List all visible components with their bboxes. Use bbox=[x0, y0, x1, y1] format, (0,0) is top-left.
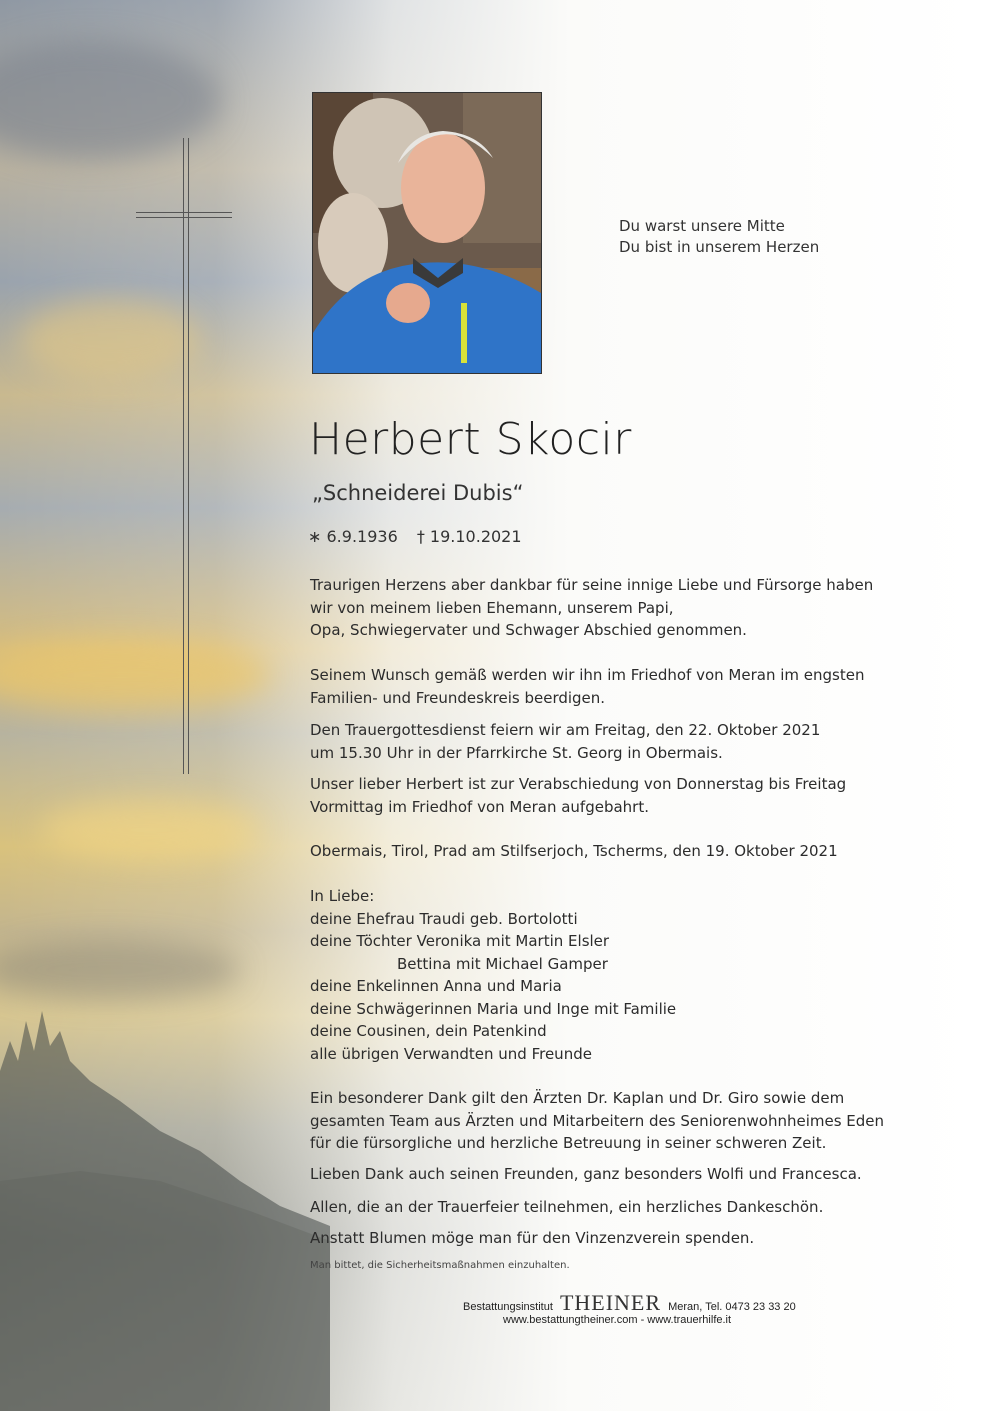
text-line: um 15.30 Uhr in der Pfarrkirche St. Georg in Obermais. bbox=[310, 743, 723, 762]
institute-label: Bestattungsinstitut bbox=[463, 1301, 553, 1313]
text-line: Opa, Schwiegervater und Schwager Abschied genommen. bbox=[310, 621, 747, 639]
deceased-name: Herbert Skocir bbox=[309, 414, 632, 465]
mourner-line: deine Töchter Veronika mit Martin Elsler bbox=[310, 932, 610, 950]
donation-note: Anstatt Blumen möge man für den Vinzenzverein spenden. bbox=[310, 1229, 755, 1247]
memorial-quote bbox=[619, 216, 819, 258]
theiner-logo: THEINER bbox=[559, 1290, 662, 1315]
intro-paragraph bbox=[310, 574, 873, 642]
cross-horizontal-line bbox=[136, 217, 232, 218]
portrait-photo bbox=[312, 92, 542, 374]
viewing-paragraph bbox=[310, 773, 846, 818]
safety-notice: Man bittet, die Sicherheitsmaßnahmen einzuhalten. bbox=[310, 1260, 570, 1271]
mourner-line: deine Cousinen, dein Patenkind bbox=[310, 1022, 547, 1040]
mourner-line: deine Enkelinnen Anna und Maria bbox=[310, 977, 562, 995]
text-line: Vormittag im Friedhof von Meran aufgebahrt. bbox=[310, 797, 650, 816]
thanks-paragraph bbox=[310, 1087, 884, 1155]
quote-line: Du bist in unserem Herzen bbox=[619, 238, 820, 256]
death-date: † 19.10.2021 bbox=[416, 527, 522, 546]
place-date: Obermais, Tirol, Prad am Stilfserjoch, Tscherms, den 19. Oktober 2021 bbox=[310, 842, 838, 860]
contact-info: Meran, Tel. 0473 23 33 20 bbox=[668, 1301, 796, 1313]
text-line: Seinem Wunsch gemäß werden wir ihn im Friedhof von Meran im engsten bbox=[310, 666, 865, 684]
text-line: Traurigen Herzens aber dankbar für seine innige Liebe und Fürsorge haben bbox=[310, 576, 874, 594]
mourner-line: deine Schwägerinnen Maria und Inge mit Familie bbox=[310, 999, 677, 1018]
birth-date: ∗ 6.9.1936 bbox=[308, 527, 398, 546]
quote-line: Du warst unsere Mitte bbox=[619, 217, 785, 235]
footer-row bbox=[463, 1290, 803, 1316]
cloud-shape bbox=[0, 40, 220, 160]
mourner-line: Bettina mit Michael Gamper bbox=[397, 954, 608, 973]
mourners-list bbox=[310, 885, 676, 1065]
thanks-friends: Lieben Dank auch seinen Freunden, ganz besonders Wolfi und Francesca. bbox=[310, 1165, 862, 1183]
text-line: Ein besonderer Dank gilt den Ärzten Dr. Kaplan und Dr. Giro sowie dem bbox=[310, 1089, 845, 1107]
thanks-attendees: Allen, die an der Trauerfeier teilnehmen, ein herzliches Dankeschön. bbox=[310, 1198, 824, 1216]
text-line: für die fürsorgliche und herzliche Betreuung in seiner schweren Zeit. bbox=[310, 1134, 827, 1152]
text-line: wir von meinem lieben Ehemann, unserem Papi, bbox=[310, 598, 674, 617]
funeral-home-footer bbox=[463, 1290, 803, 1326]
mourner-line: alle übrigen Verwandten und Freunde bbox=[310, 1044, 592, 1063]
deceased-nickname: „Schneiderei Dubis“ bbox=[312, 481, 524, 505]
web-links: www.bestattungtheiner.com - www.trauerhilfe.it bbox=[503, 1314, 732, 1326]
cross-vertical-line bbox=[183, 138, 184, 774]
tree-silhouette bbox=[0, 981, 330, 1411]
mourner-line: In Liebe: bbox=[310, 887, 375, 905]
cloud-shape bbox=[20, 300, 200, 380]
text-line: Unser lieber Herbert ist zur Verabschiedung von Donnerstag bis Freitag bbox=[310, 775, 847, 793]
cross-horizontal-line bbox=[136, 212, 232, 213]
service-paragraph bbox=[310, 719, 820, 764]
cross-vertical-line bbox=[188, 138, 189, 774]
cloud-shape bbox=[0, 640, 270, 710]
mourner-line: deine Ehefrau Traudi geb. Bortolotti bbox=[310, 909, 578, 928]
life-dates bbox=[308, 527, 536, 546]
text-line: Den Trauergottesdienst feiern wir am Freitag, den 22. Oktober 2021 bbox=[310, 721, 821, 739]
cloud-shape bbox=[40, 800, 260, 860]
text-line: gesamten Team aus Ärzten und Mitarbeitern des Seniorenwohnheimes Eden bbox=[310, 1111, 885, 1130]
funeral-paragraph bbox=[310, 664, 864, 709]
text-line: Familien- und Freundeskreis beerdigen. bbox=[310, 688, 606, 707]
